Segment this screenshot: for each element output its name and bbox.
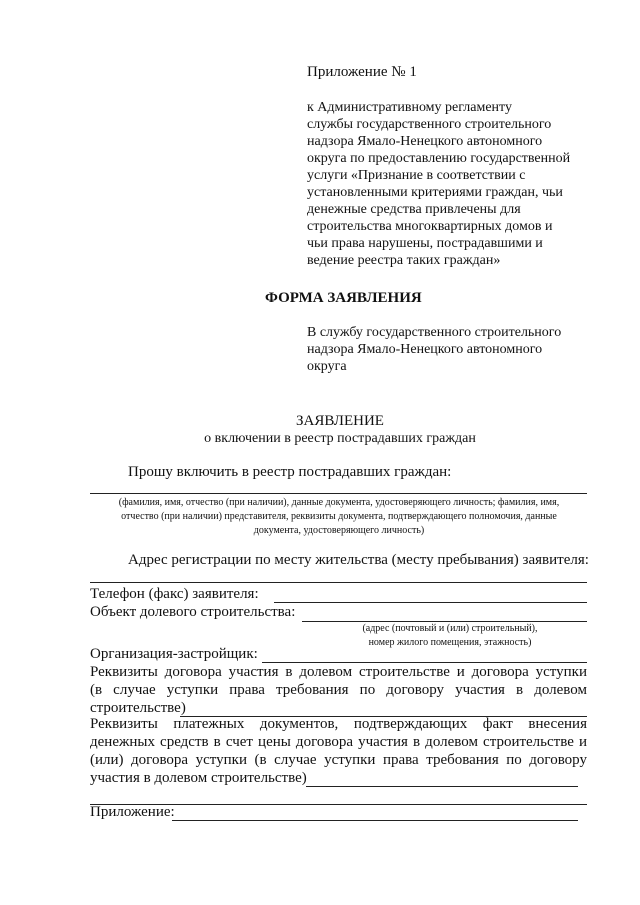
contract-details: [90, 663, 587, 717]
form-title: ФОРМА ЗАЯВЛЕНИЯ: [265, 290, 422, 306]
contract-details-line: Реквизиты договора участия в долевом строительстве и договора уступки: [90, 664, 587, 680]
developer-label: Организация-застройщик:: [90, 646, 258, 662]
appendix-title: Приложение № 1: [307, 64, 417, 80]
addressee-line: округа: [307, 359, 347, 374]
application-title: ЗАЯВЛЕНИЕ: [296, 413, 384, 429]
application-subtitle: о включении в реестр пострадавших граждан: [204, 431, 476, 446]
applicant-hint-line: (фамилия, имя, отчество (при наличии), данные документа, удостоверяющего личность; фамилия, имя,: [118, 497, 560, 508]
object-hint: [330, 622, 570, 650]
applicant-hint-line: отчество (при наличии) представителя, реквизиты документа, подтверждающего полномочия, данные: [121, 511, 557, 522]
addressee: [307, 324, 607, 375]
contract-details-line: строительстве): [90, 700, 186, 716]
object-label: Объект долевого строительства:: [90, 604, 296, 620]
registration-address-label: Адрес регистрации по месту жительства (месту пребывания) заявителя:: [128, 552, 589, 568]
appendix-line: установленными критериями граждан, чьи: [307, 185, 563, 200]
contract-details-line: (в случае уступки права требования по договору участия в долевом: [90, 682, 587, 698]
appendix-line: надзора Ямало-Ненецкого автономного: [307, 134, 543, 149]
payment-details-line: участия в долевом строительстве): [90, 770, 307, 786]
appendix-line: ведение реестра таких граждан»: [307, 253, 501, 268]
appendix-text: [307, 99, 607, 269]
appendix-line: к Административному регламенту: [307, 100, 512, 115]
appendix-line: округа по предоставлению государственной: [307, 151, 571, 166]
object-hint-line: номер жилого помещения, этажность): [368, 637, 532, 648]
addressee-line: надзора Ямало-Ненецкого автономного: [307, 342, 543, 357]
attachment-field-line[interactable]: [172, 820, 578, 821]
phone-field-line[interactable]: [274, 602, 587, 603]
registration-address-field-line[interactable]: [90, 582, 587, 583]
addressee-line: В службу государственного строительного: [307, 325, 562, 340]
applicant-hint: [88, 496, 590, 538]
payment-details: [90, 715, 587, 787]
applicant-hint-line: документа, удостоверяющего личность): [253, 525, 425, 536]
applicant-field-line[interactable]: [90, 493, 587, 494]
appendix-line: строительства многоквартирных домов и: [307, 219, 553, 234]
payment-details-line: денежных средств в счет цены договора участия в долевом строительстве и: [90, 734, 587, 750]
request-line: Прошу включить в реестр пострадавших граждан:: [128, 464, 452, 480]
attachment-label: Приложение:: [90, 804, 175, 820]
payment-details-line: (или) договора уступки (в случае уступки права требования по договору: [90, 752, 587, 768]
appendix-line: денежные средства привлечены для: [307, 202, 521, 217]
phone-label: Телефон (факс) заявителя:: [90, 586, 259, 602]
payment-details-line: Реквизиты платежных документов, подтверждающих факт внесения: [90, 716, 587, 732]
payment-details-field-line[interactable]: [306, 786, 578, 787]
appendix-line: службы государственного строительного: [307, 117, 552, 132]
object-hint-line: (адрес (почтовый и (или) строительный),: [362, 623, 538, 634]
appendix-line: чьи права нарушены, пострадавшими и: [307, 236, 543, 251]
appendix-line: услуги «Признание в соответствии с: [307, 168, 526, 183]
